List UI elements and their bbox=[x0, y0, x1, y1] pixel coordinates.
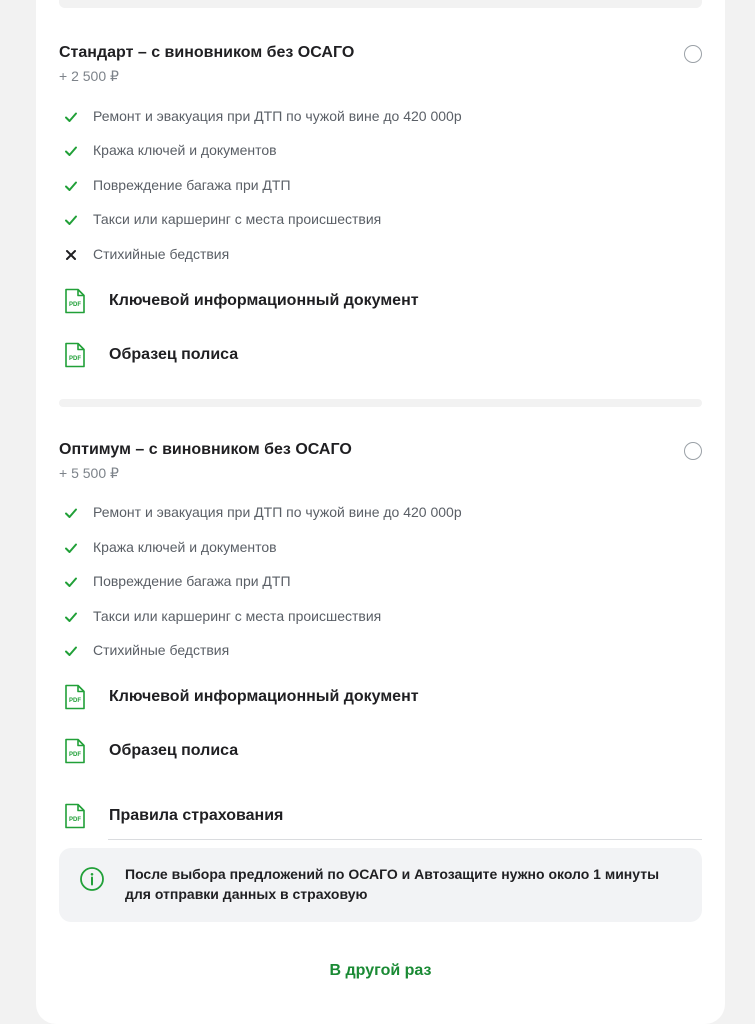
document-title: Образец полиса bbox=[109, 346, 239, 363]
feature-item bbox=[59, 107, 659, 127]
feature-item bbox=[59, 538, 659, 558]
check-icon bbox=[63, 540, 79, 556]
feature-item bbox=[59, 210, 659, 230]
check-icon bbox=[63, 574, 79, 590]
feature-text: Такси или каршеринг с места происшествия bbox=[93, 608, 382, 624]
feature-item bbox=[59, 245, 659, 265]
plan-radio-button[interactable] bbox=[684, 442, 702, 460]
divider bbox=[108, 839, 702, 840]
document-title: Образец полиса bbox=[109, 742, 239, 759]
feature-text: Повреждение багажа при ДТП bbox=[93, 573, 291, 589]
document-link[interactable] bbox=[59, 803, 699, 833]
pdf-file-icon bbox=[64, 288, 86, 314]
section-separator bbox=[59, 0, 702, 8]
check-icon bbox=[63, 178, 79, 194]
document-title: Ключевой информационный документ bbox=[109, 292, 419, 309]
document-link[interactable] bbox=[59, 684, 699, 714]
feature-item bbox=[59, 141, 659, 161]
check-icon bbox=[63, 505, 79, 521]
svg-text:PDF: PDF bbox=[69, 356, 81, 362]
info-icon bbox=[79, 866, 105, 892]
feature-item bbox=[59, 641, 659, 661]
feature-item bbox=[59, 176, 659, 196]
check-icon bbox=[63, 643, 79, 659]
document-link[interactable] bbox=[59, 342, 699, 372]
check-icon bbox=[63, 609, 79, 625]
svg-text:PDF: PDF bbox=[69, 752, 81, 758]
svg-text:PDF: PDF bbox=[69, 698, 81, 704]
pdf-file-icon bbox=[64, 803, 86, 829]
feature-text: Повреждение багажа при ДТП bbox=[93, 177, 291, 193]
feature-text: Кража ключей и документов bbox=[93, 539, 277, 555]
feature-text: Кража ключей и документов bbox=[93, 142, 277, 158]
check-icon bbox=[63, 143, 79, 159]
feature-text: Такси или каршеринг с места происшествия bbox=[93, 211, 382, 227]
cross-icon bbox=[63, 247, 79, 263]
offers-card bbox=[36, 0, 725, 1024]
feature-item bbox=[59, 572, 659, 592]
pdf-file-icon bbox=[64, 342, 86, 368]
plan-radio-button[interactable] bbox=[684, 45, 702, 63]
feature-item bbox=[59, 503, 659, 523]
svg-text:PDF: PDF bbox=[69, 817, 81, 823]
document-title: Ключевой информационный документ bbox=[109, 688, 419, 705]
later-button[interactable]: В другой раз bbox=[329, 962, 432, 979]
info-notice bbox=[59, 848, 702, 922]
svg-text:PDF: PDF bbox=[69, 302, 81, 308]
feature-text: Стихийные бедствия bbox=[93, 642, 230, 658]
document-title: Правила страхования bbox=[109, 807, 284, 824]
plan-title: Оптимум – с виновником без ОСАГО bbox=[59, 441, 352, 458]
plan-title: Стандарт – с виновником без ОСАГО bbox=[59, 44, 355, 61]
document-link[interactable] bbox=[59, 288, 699, 318]
plan-price: + 5 500 ₽ bbox=[59, 465, 119, 481]
notice-text: После выбора предложений по ОСАГО и Автозащите нужно около 1 минуты для отправки данных в страховую bbox=[125, 866, 660, 902]
document-link[interactable] bbox=[59, 738, 699, 768]
feature-text: Стихийные бедствия bbox=[93, 246, 230, 262]
plan-price: + 2 500 ₽ bbox=[59, 68, 119, 84]
pdf-file-icon bbox=[64, 738, 86, 764]
section-separator bbox=[59, 399, 702, 407]
check-icon bbox=[63, 109, 79, 125]
feature-text: Ремонт и эвакуация при ДТП по чужой вине до 420 000р bbox=[93, 108, 462, 124]
feature-item bbox=[59, 607, 659, 627]
pdf-file-icon bbox=[64, 684, 86, 710]
check-icon bbox=[63, 212, 79, 228]
feature-text: Ремонт и эвакуация при ДТП по чужой вине до 420 000р bbox=[93, 504, 462, 520]
